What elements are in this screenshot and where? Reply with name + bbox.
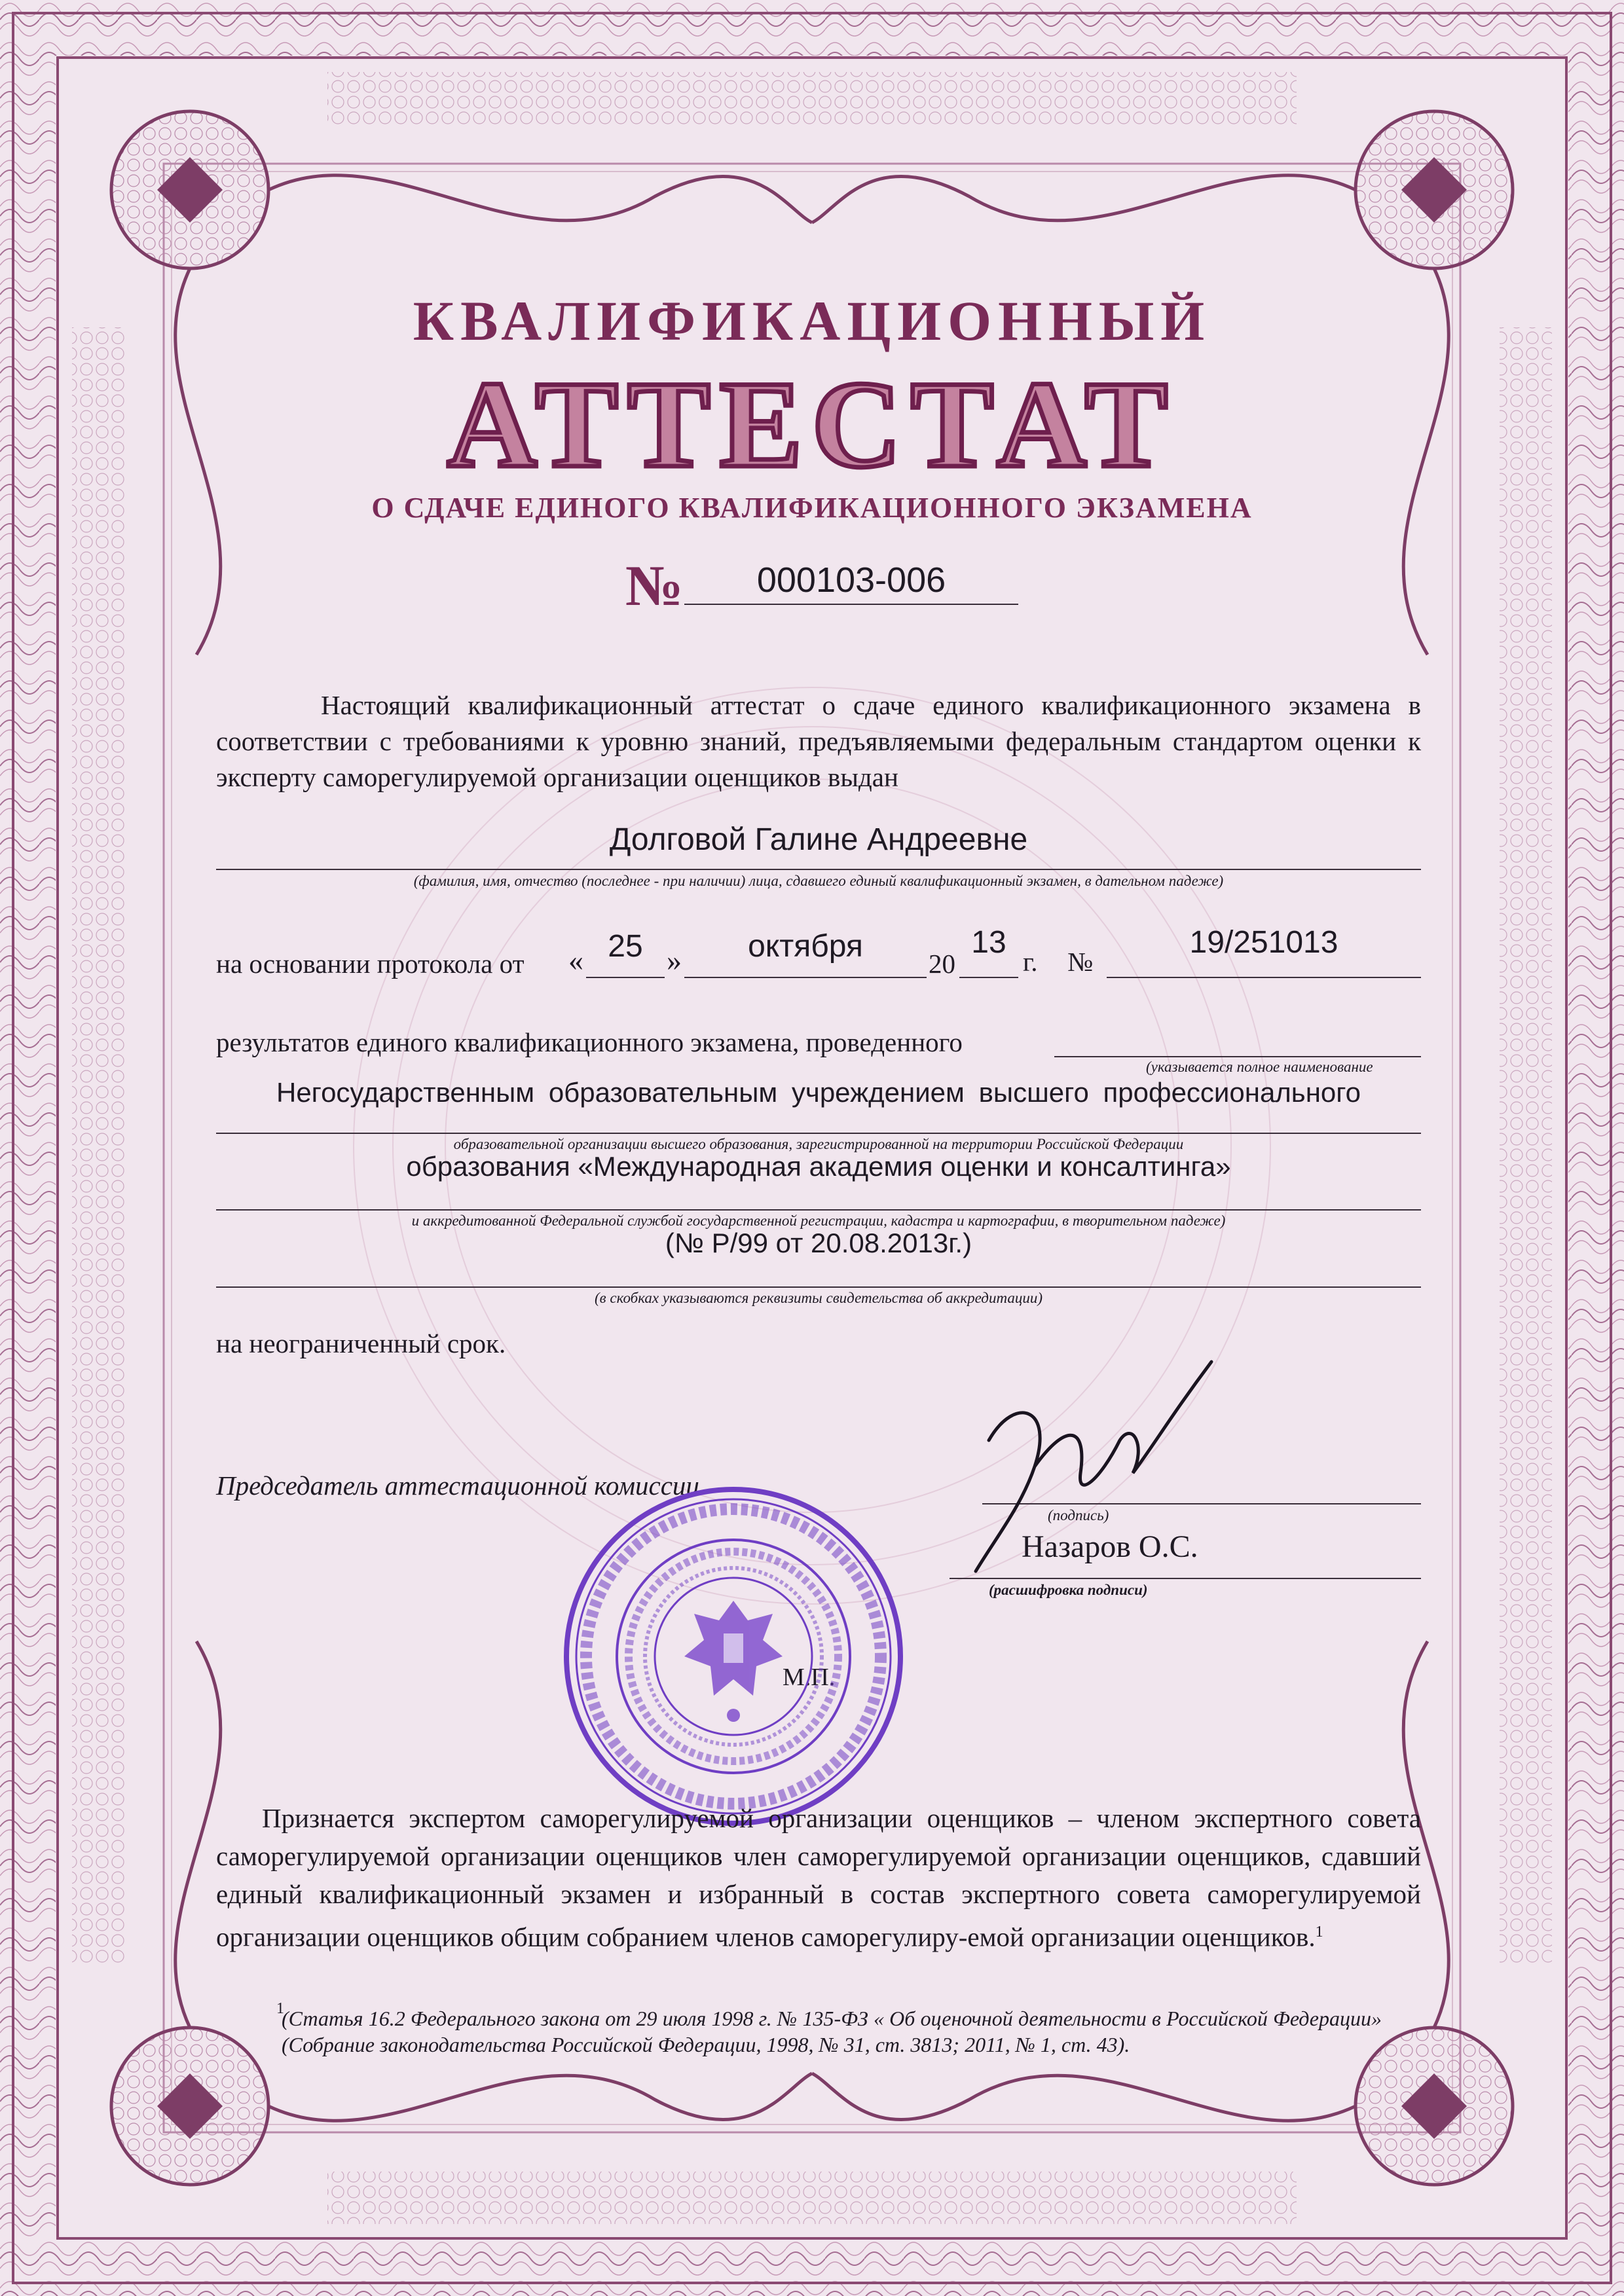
recognition-text: Признается экспертом саморегулируемой организации оценщиков – членом экспертного совета саморегулируемой организации оценщиков член саморегулируемой организации оценщиков, сдавший единый квалификационный экзамен и избранный в состав экспертного совета саморегулируемой организации оценщиков общим собранием членов саморегулиру-емой организации оценщиков. [216,1803,1421,1952]
exam-label-underline [1054,1056,1421,1057]
chairman-role: Председатель аттестационной комиссии [216,1470,699,1501]
number-sign: № [625,555,684,618]
recipient-caption: (фамилия, имя, отчество (последнее - при наличии) лица, сдавшего единый квалификационный экзамен, в дательном падеже) [413,873,1224,889]
title-subtitle: О СДАЧЕ ЕДИНОГО КВАЛИФИКАЦИОННОГО ЭКЗАМЕНА [371,492,1253,524]
exam-org-underline-1 [216,1133,1421,1134]
exam-org-line-1: Негосударственным образовательным учреждением высшего профессионального [276,1077,1361,1108]
recipient-underline [216,869,1421,870]
exam-caption-2: образовательной организации высшего образования, зарегистрированной на территории Российской Федерации [453,1136,1184,1152]
protocol-year-unit: г. [1023,947,1038,977]
protocol-day: 25 [608,929,643,964]
footnote-text: (Статья 16.2 Федерального закона от 29 июля 1998 г. № 135-ФЗ « Об оценочной деятельности в Российской Федерации» (Собрание законодательства Российской Федерации, 1998, № 31, ст. 3813; 2011, № 1, ст. 43). [282,2007,1382,2056]
official-stamp [557,1480,910,1833]
recognition-paragraph [216,1799,1421,1956]
term-text: на неограниченный срок. [216,1328,506,1358]
protocol-month-underline [684,977,927,978]
exam-caption-1: (указывается полное наименование [1146,1059,1373,1075]
exam-caption-3: и аккредитованной Федеральной службой государственной регистрации, кадастра и картографии, в творительном падеже) [411,1212,1226,1229]
certificate-number: 000103-006 [756,560,946,600]
exam-org-line-2: образования «Международная академия оценки и консалтинга» [406,1151,1231,1182]
title-certificate: АТТЕСТАТ [447,356,1177,494]
protocol-number-sign: № [1067,947,1094,977]
exam-label: результатов единого квалификационного экзамена, проведенного [216,1027,963,1057]
protocol-year-prefix: 20 [929,949,955,979]
exam-caption-4: (в скобках указываются реквизиты свидетельства об аккредитации) [594,1290,1043,1306]
exam-accreditation-underline [216,1286,1421,1288]
signature-caption: (подпись) [1048,1507,1109,1523]
protocol-open-quote: « [568,943,583,977]
exam-accreditation: (№ Р/99 от 20.08.2013г.) [665,1228,972,1258]
protocol-number: 19/251013 [1189,925,1338,960]
protocol-day-underline [586,977,665,978]
exam-org-underline-2 [216,1209,1421,1211]
title-qualification: КВАЛИФИКАЦИОННЫЙ [413,289,1211,352]
protocol-close-quote: » [667,943,682,977]
chairman-name-caption: (расшифровка подписи) [989,1582,1148,1598]
protocol-year-underline [959,977,1018,978]
protocol-month: октября [748,929,863,964]
intro-paragraph: Настоящий квалификационный аттестат о сдаче единого квалификационного экзамена в соответствии с требованиями к уровню знаний, предъявляемыми федеральным стандартом оценки к эксперту саморегулируемой организации оценщиков выдан [216,690,1421,792]
number-underline [684,604,1018,605]
chairman-name-underline [950,1578,1421,1579]
footnote-mark: 1 [276,2000,284,2017]
recipient-name: Долговой Галине Андреевне [609,822,1028,857]
recognition-footnote-mark: 1 [1315,1923,1323,1941]
protocol-year-suffix: 13 [971,925,1006,960]
chairman-name: Назаров О.С. [1022,1529,1198,1564]
protocol-prefix: на основании протокола от [216,949,525,979]
protocol-number-underline [1107,977,1421,978]
stamp-place-mp: М.П. [783,1664,836,1691]
